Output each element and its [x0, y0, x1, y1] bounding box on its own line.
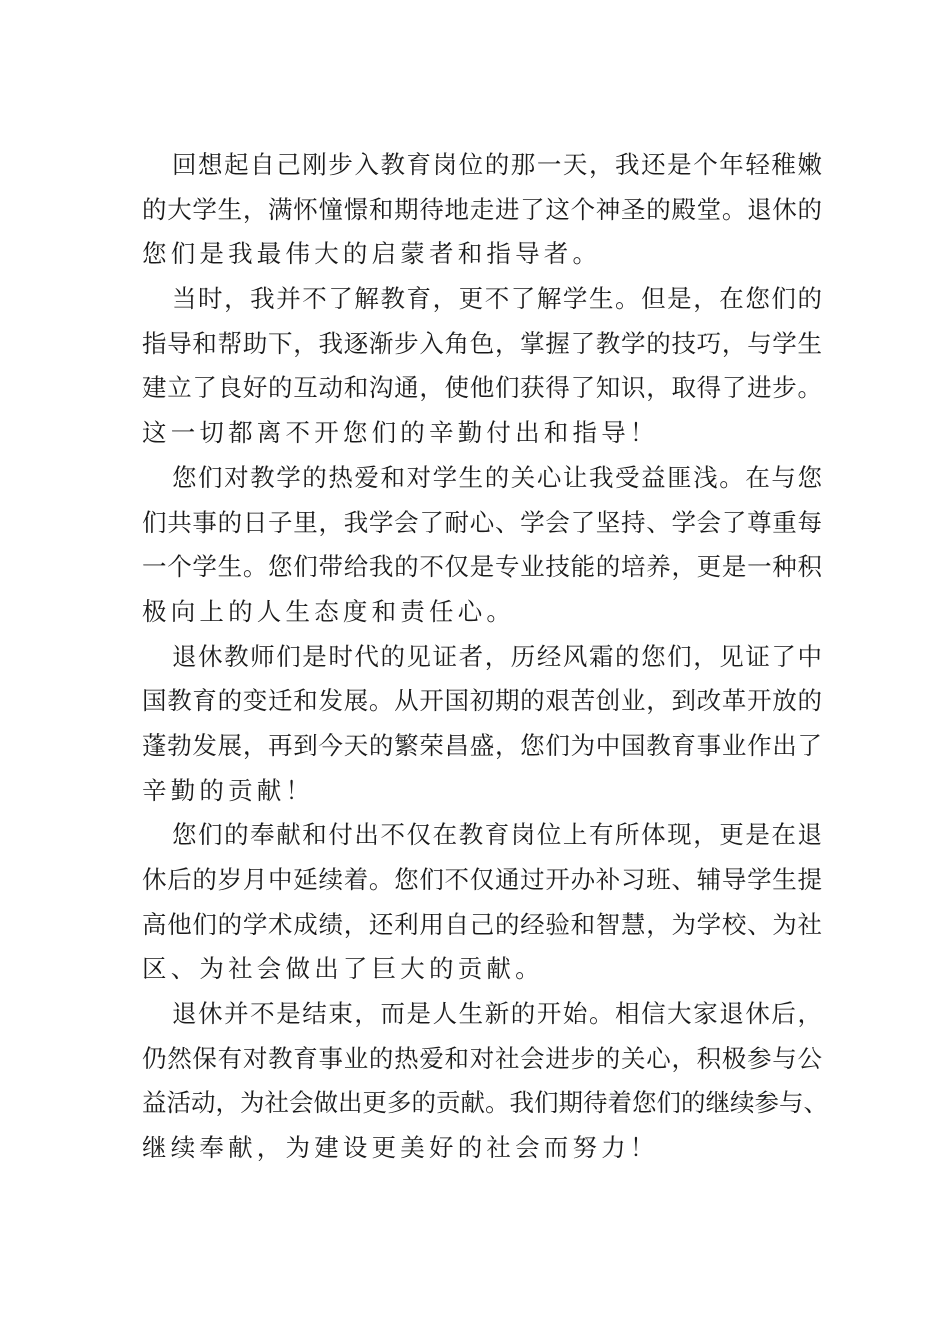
text-line: 退休教师们是时代的见证者，历经风霜的您们，见证了中	[172, 641, 822, 671]
text-line: 退休并不是结束，而是人生新的开始。相信大家退休后，	[172, 999, 822, 1029]
paragraph-4	[142, 635, 822, 814]
text-line: 辛勤的贡献！	[142, 775, 315, 805]
text-line: 这一切都离不开您们的辛勤付出和指导！	[142, 418, 659, 448]
text-line: 益活动，为社会做出更多的贡献。我们期待着您们的继续参与、	[142, 1088, 828, 1118]
text-line: 们共事的日子里，我学会了耐心、学会了坚持、学会了尊重每	[142, 507, 822, 537]
text-line: 您们对教学的热爱和对学生的关心让我受益匪浅。在与您	[172, 462, 822, 492]
paragraph-3	[142, 456, 822, 635]
text-line: 国教育的变迁和发展。从开国初期的艰苦创业，到改革开放的	[142, 686, 822, 716]
paragraph-1	[142, 143, 822, 277]
paragraph-5	[142, 813, 822, 992]
text-line: 的大学生，满怀憧憬和期待地走进了这个神圣的殿堂。退休的	[142, 194, 822, 224]
text-line: 一个学生。您们带给我的不仅是专业技能的培养，更是一种积	[142, 552, 822, 582]
paragraph-2	[142, 277, 822, 456]
paragraph-6	[142, 992, 828, 1171]
text-line: 当时，我并不了解教育，更不了解学生。但是，在您们的	[172, 284, 822, 314]
text-line: 指导和帮助下，我逐渐步入角色，掌握了教学的技巧，与学生	[142, 328, 822, 358]
text-line: 蓬勃发展，再到今天的繁荣昌盛，您们为中国教育事业作出了	[142, 730, 822, 760]
text-line: 您们是我最伟大的启蒙者和指导者。	[142, 239, 602, 269]
text-line: 仍然保有对教育事业的热爱和对社会进步的关心，积极参与公	[142, 1043, 822, 1073]
text-line: 区、为社会做出了巨大的贡献。	[142, 954, 544, 984]
document-body	[142, 143, 828, 1171]
text-line: 高他们的学术成绩，还利用自己的经验和智慧，为学校、为社	[142, 909, 822, 939]
text-line: 建立了良好的互动和沟通，使他们获得了知识，取得了进步。	[142, 373, 822, 403]
text-line: 休后的岁月中延续着。您们不仅通过开办补习班、辅导学生提	[142, 865, 822, 894]
text-line: 回想起自己刚步入教育岗位的那一天，我还是个年轻稚嫩	[172, 150, 822, 179]
text-line: 您们的奉献和付出不仅在教育岗位上有所体现，更是在退	[172, 820, 822, 850]
text-line: 极向上的人生态度和责任心。	[142, 596, 516, 626]
text-line: 继续奉献，为建设更美好的社会而努力！	[142, 1133, 659, 1163]
